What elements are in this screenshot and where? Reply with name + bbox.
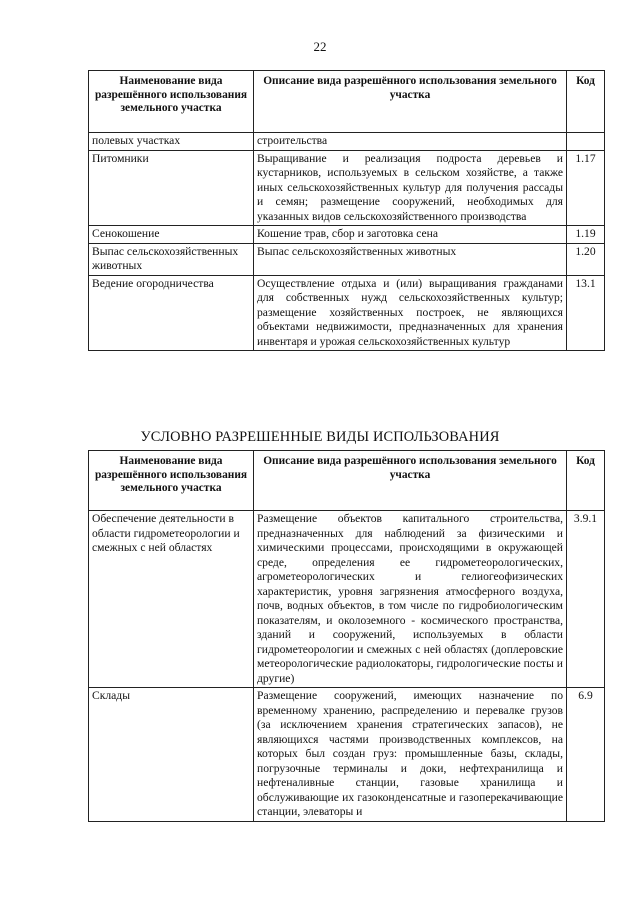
row-description: Размещение объектов капитального строительства, предназначенных для наблюдений за физическими и химическими процессами, происходящими в окружающей среде, определения ее гидрометеорологических, агрометеорологических и гелиогеофизических характеристик, уровня загрязнения атмосферного воздуха, почв, водных объектов, в том числе по гидробиологическим показателям, и околоземного - космического пространства, зданий и сооружений, используемых в области гидрометеорологии и смежных с ней областях (доплеровские метеорологические радиолокаторы, гидрологические посты и другие) xyxy=(254,511,567,688)
row-name: Выпас сельскохозяйственных животных xyxy=(89,243,254,275)
header-code: Код xyxy=(567,451,605,511)
row-code xyxy=(567,133,605,151)
row-name: Обеспечение деятельности в области гидрометеорологии и смежных с ней областях xyxy=(89,511,254,688)
header-description: Описание вида разрешённого использования земельного участка xyxy=(254,451,567,511)
row-code: 1.20 xyxy=(567,243,605,275)
header-name: Наименование вида разрешённого использования земельного участка xyxy=(89,451,254,511)
row-name: Питомники xyxy=(89,150,254,226)
header-name: Наименование вида разрешённого использования земельного участка xyxy=(89,71,254,133)
table-row xyxy=(89,275,605,351)
row-description: строительства xyxy=(254,133,567,151)
table-row xyxy=(89,511,605,688)
header-description: Описание вида разрешённого использования земельного участка xyxy=(254,71,567,133)
row-description: Осуществление отдыха и (или) выращивания гражданами для собственных нужд сельскохозяйственных культур; размещение хозяйственных построек, не являющихся объектами недвижимости, предназначенных для хранения инвентаря и урожая сельскохозяйственных культур xyxy=(254,275,567,351)
table-row xyxy=(89,133,605,151)
header-code: Код xyxy=(567,71,605,133)
page-number: 22 xyxy=(313,39,327,54)
table-row xyxy=(89,150,605,226)
table-row xyxy=(89,226,605,244)
row-code: 3.9.1 xyxy=(567,511,605,688)
row-description: Размещение сооружений, имеющих назначение по временному хранению, распределению и перевалке грузов (за исключением хранения стратегических запасов), не являющихся частями производственных комплексов, на которых был создан груз: промышленные базы, склады, погрузочные терминалы и доки, нефтехранилища и нефтеналивные станции, газовые хранилища и обслуживающие их газоконденсатные и газоперекачивающие станции, элеваторы и xyxy=(254,688,567,822)
section-title: УСЛОВНО РАЗРЕШЕННЫЕ ВИДЫ ИСПОЛЬЗОВАНИЯ xyxy=(140,429,500,445)
row-description: Кошение трав, сбор и заготовка сена xyxy=(254,226,567,244)
row-code: 6.9 xyxy=(567,688,605,822)
row-name: Сенокошение xyxy=(89,226,254,244)
table-header-row xyxy=(89,71,605,133)
table-header-row xyxy=(89,451,605,511)
row-description: Выращивание и реализация подроста деревьев и кустарников, используемых в сельском хозяйстве, а также иных сельскохозяйственных культур для получения рассады и семян; размещение сооружений, необходимых для указанных видов сельскохозяйственного производства xyxy=(254,150,567,226)
table-row xyxy=(89,243,605,275)
row-name: Склады xyxy=(89,688,254,822)
row-code: 1.17 xyxy=(567,150,605,226)
land-use-table-conditional xyxy=(88,450,605,822)
row-code: 13.1 xyxy=(567,275,605,351)
row-description: Выпас сельскохозяйственных животных xyxy=(254,243,567,275)
row-name: полевых участках xyxy=(89,133,254,151)
row-code: 1.19 xyxy=(567,226,605,244)
row-name: Ведение огородничества xyxy=(89,275,254,351)
table-row xyxy=(89,688,605,822)
land-use-table-main xyxy=(88,70,605,351)
